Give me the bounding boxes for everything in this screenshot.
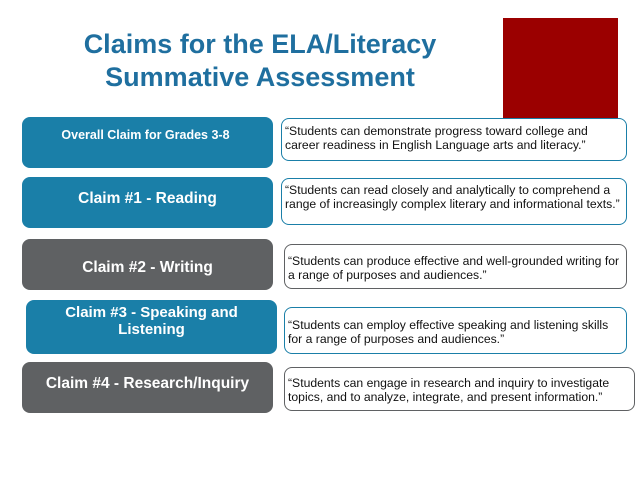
claim-2-label: Claim #2 - Writing: [82, 258, 213, 276]
claim-overall-description: [281, 118, 627, 161]
claim-3-text: “Students can employ effective speaking and listening skills for a range of purposes and audiences.”: [288, 318, 609, 346]
claim-1-label: Claim #1 - Reading: [78, 189, 217, 207]
title-line-1: Claims for the ELA/Literacy: [83, 29, 437, 59]
slide-title: [40, 28, 480, 94]
claim-3-box: [26, 300, 277, 354]
claim-1-text: “Students can read closely and analytically to comprehend a range of increasingly complex literary and informational texts.”: [285, 183, 620, 211]
claim-1-description: [281, 178, 627, 225]
claim-4-description: [284, 367, 635, 411]
claim-overall-text: “Students can demonstrate progress toward college and career readiness in English Language arts and literacy.”: [285, 124, 588, 152]
claim-4-box: [22, 362, 273, 413]
claim-2-text: “Students can produce effective and well-grounded writing for a range of purposes and audiences.”: [288, 254, 620, 282]
claim-4-text: “Students can engage in research and inquiry to investigate topics, and to analyze, integrate, and present information.”: [288, 376, 610, 404]
title-line-2: Summative Assessment: [105, 62, 415, 92]
claim-4-label: Claim #4 - Research/Inquiry: [45, 374, 250, 392]
claim-3-description: [284, 307, 627, 354]
claim-2-description: [284, 244, 627, 289]
claim-3-label: Claim #3 - Speaking and Listening: [65, 304, 238, 338]
claim-overall-label: Overall Claim for Grades 3-8: [61, 127, 230, 142]
accent-block: [503, 18, 618, 120]
claim-1-box: [22, 177, 273, 228]
claim-2-box: [22, 239, 273, 290]
claim-overall-box: [22, 117, 273, 168]
